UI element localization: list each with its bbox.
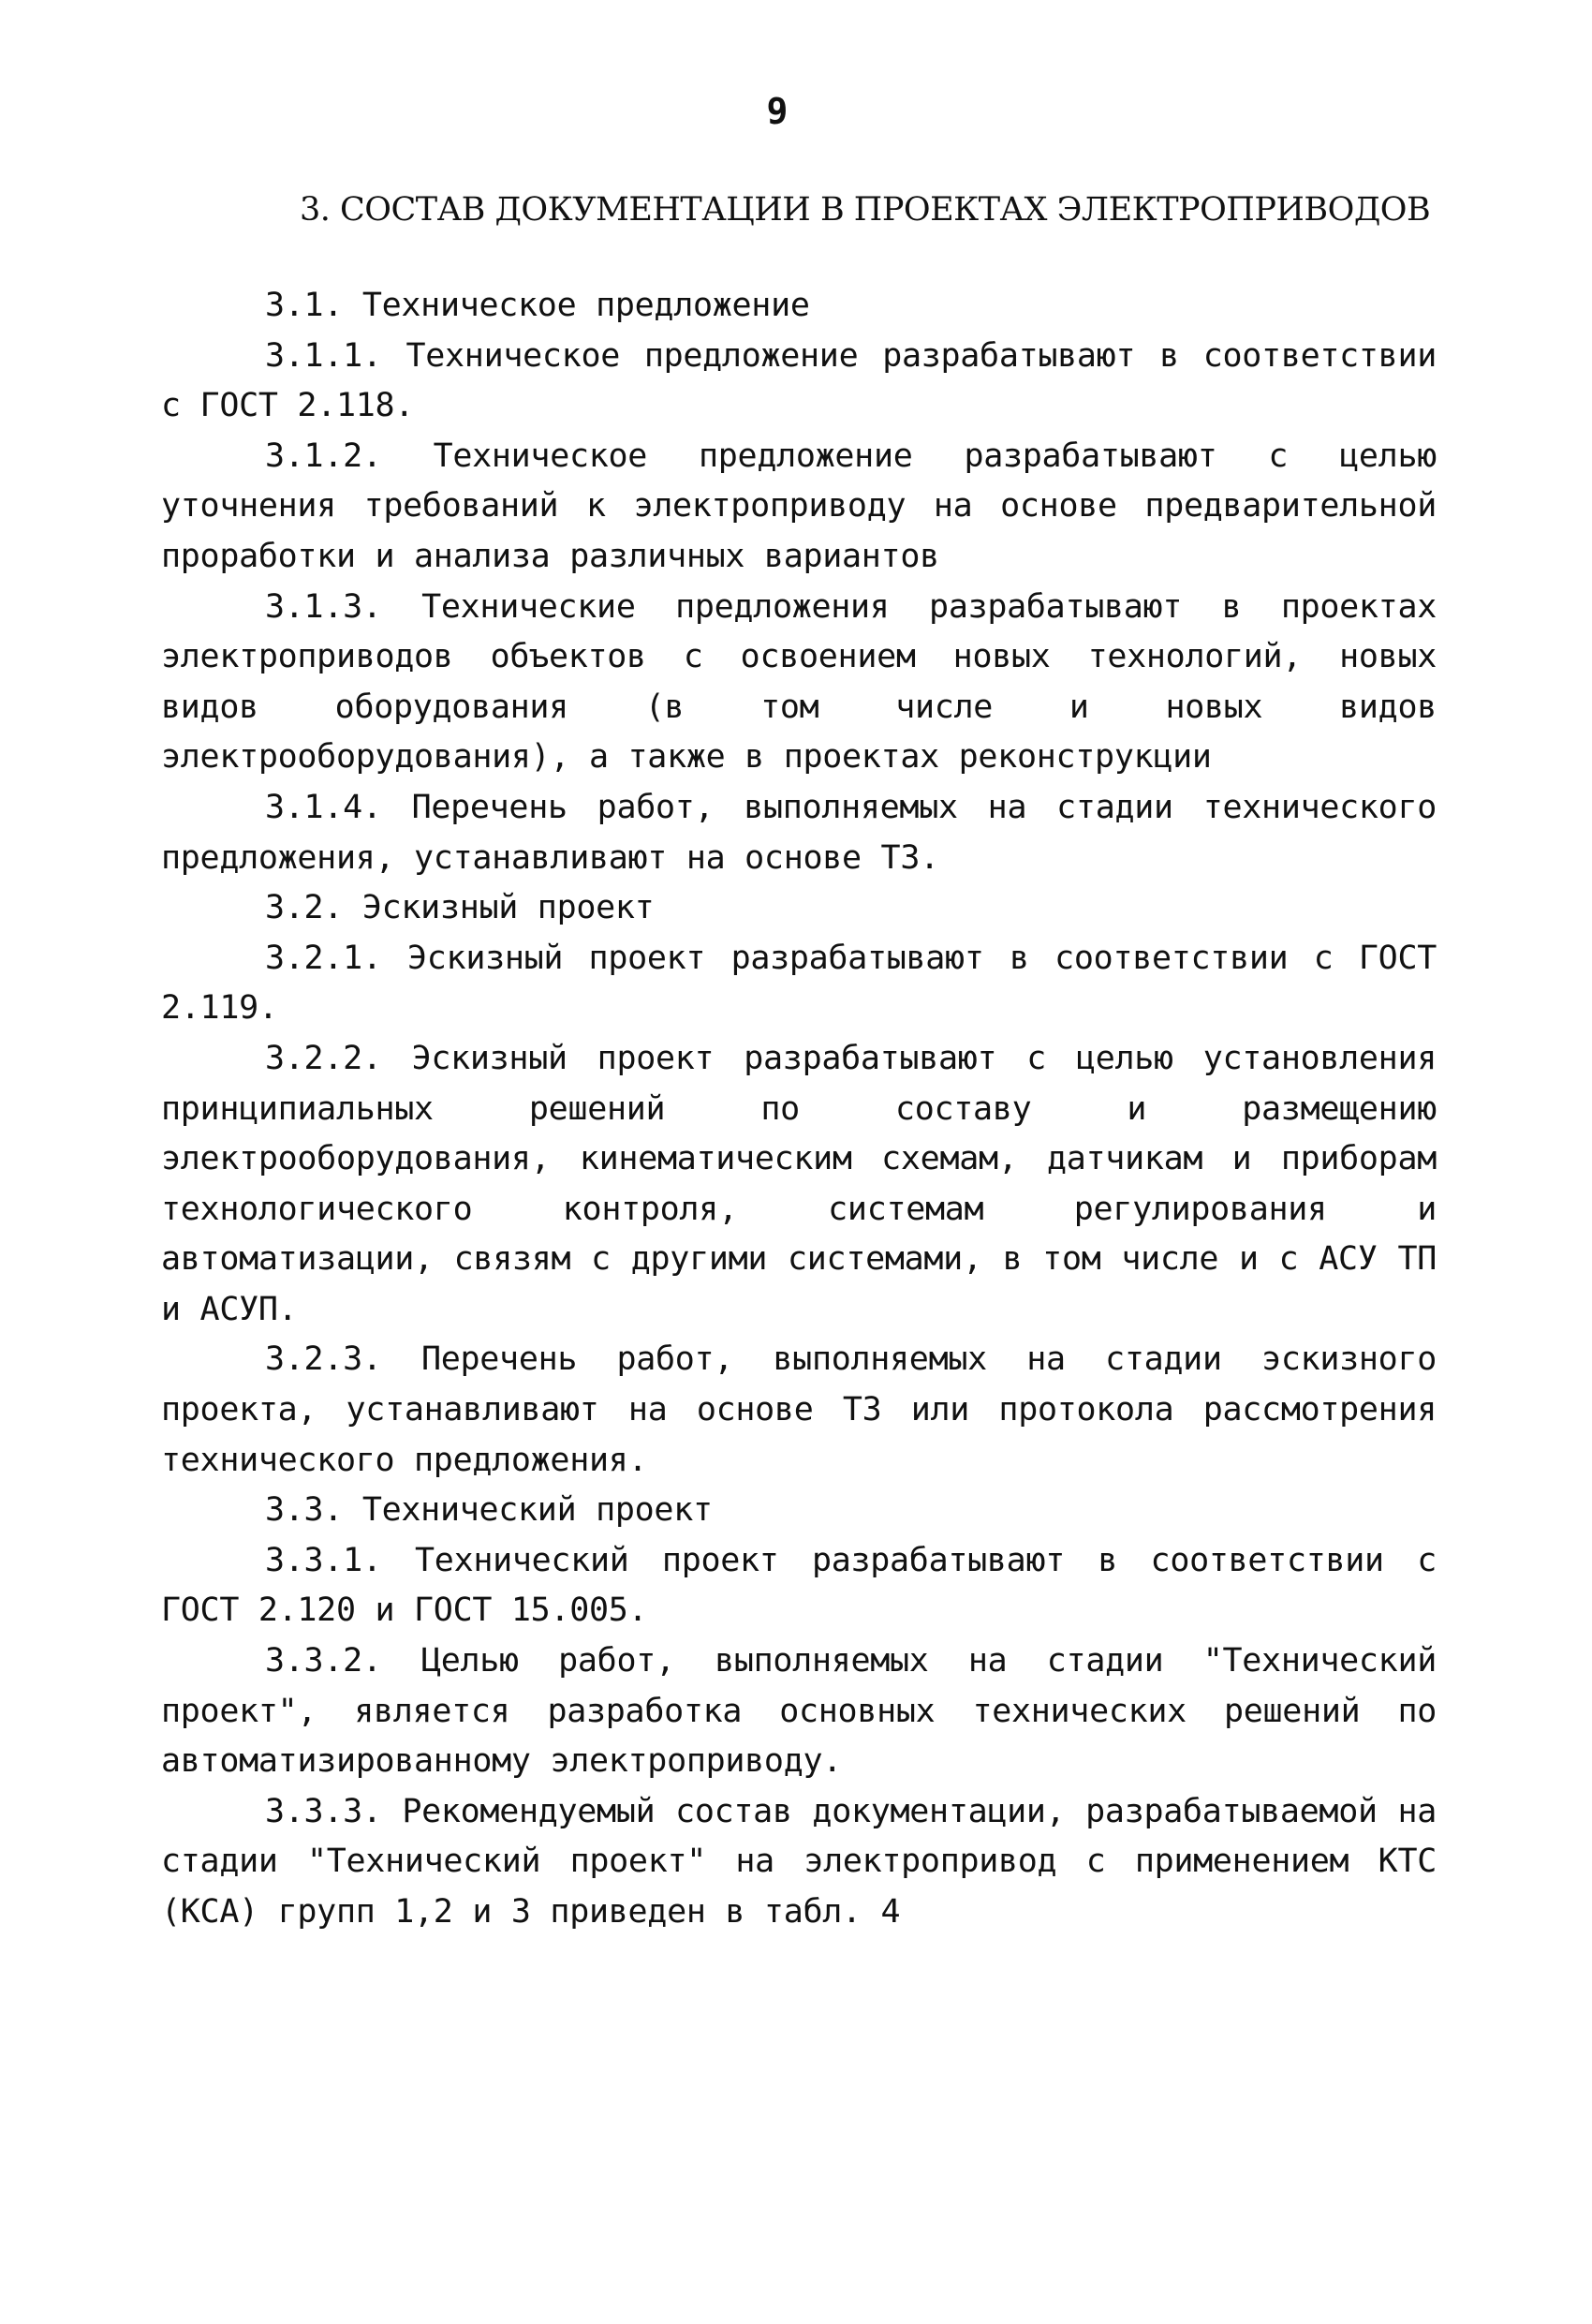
- subsection-heading-3-3: 3.3. Технический проект: [265, 1491, 713, 1530]
- paragraph-3-1-3: 3.1.3. Технические предложения разрабатывают в проектах электроприводов объектов с освоением новых технологий, новых видов оборудования (в том числе и новых видов электрооборудования), а также в проектах реконструкции: [161, 587, 1437, 777]
- paragraph-3-2-1: 3.2.1. Эскизный проект разрабатывают в соответствии с ГОСТ 2.119.: [161, 939, 1437, 1028]
- paragraph-3-3-3: 3.3.3. Рекомендуемый состав документации, разрабатываемой на стадии "Технический проект" на электропривод с применением КТС (КСА) групп 1,2 и 3 приведен в табл. 4: [161, 1792, 1437, 1931]
- paragraph-3-3-1: 3.3.1. Технический проект разрабатывают в соответствии с ГОСТ 2.120 и ГОСТ 15.005.: [161, 1541, 1437, 1630]
- subsection-heading-3-1: 3.1. Техническое предложение: [265, 287, 810, 324]
- paragraph-3-2-2: 3.2.2. Эскизный проект разрабатывают с целью установления принципиальных решений по составу и размещению электрооборудования, кинематическим схемам, датчикам и приборам технологического контроля, системам регулирования и автоматизации, связям с другими системами, в том числе и с АСУ ТП и АСУП.: [161, 1039, 1437, 1328]
- paragraph-3-1-1: 3.1.1. Техническое предложение разрабатывают в соответствии с ГОСТ 2.118.: [161, 336, 1437, 425]
- paragraph-3-1-2: 3.1.2. Техническое предложение разрабатывают с целью уточнения требований к электроприводу на основе предварительной проработки и анализа различных вариантов: [161, 437, 1437, 575]
- page-number: 9: [766, 91, 789, 132]
- subsection-heading-3-2: 3.2. Эскизный проект: [265, 889, 655, 927]
- paragraph-3-2-3: 3.2.3. Перечень работ, выполняемых на стадии эскизного проекта, устанавливают на основе ТЗ или протокола рассмотрения технического предложения.: [161, 1340, 1437, 1479]
- paragraph-3-1-4: 3.1.4. Перечень работ, выполняемых на стадии технического предложения, устанавливают на основе ТЗ.: [161, 788, 1437, 877]
- section-title: 3. СОСТАВ ДОКУМЕНТАЦИИ В ПРОЕКТАХ ЭЛЕКТРОПРИВОДОВ: [300, 191, 1431, 229]
- body-text: [161, 281, 1437, 1938]
- paragraph-3-3-2: 3.3.2. Целью работ, выполняемых на стадии "Технический проект", является разработка основных технических решений по автоматизированному электроприводу.: [161, 1642, 1437, 1781]
